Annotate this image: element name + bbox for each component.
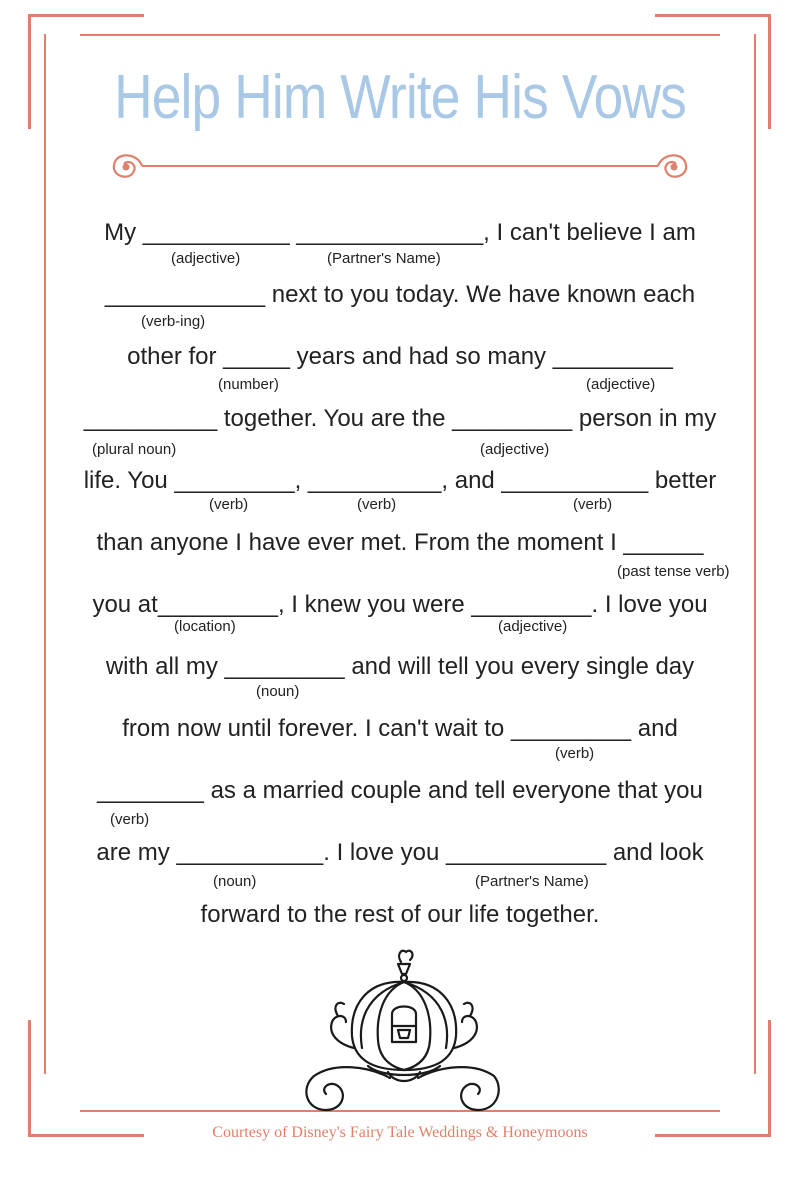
vow-line-5: life. You _________, __________, and ___________ better xyxy=(83,467,717,494)
hint-noun: (noun) xyxy=(256,683,300,700)
vow-line-8: with all my _________ and will tell you every single day xyxy=(105,653,695,680)
vow-line-3: other for _____ years and had so many _________ xyxy=(127,343,673,370)
vow-line-1: My ___________ ______________, I can't believe I am xyxy=(104,219,696,246)
vow-line-4: __________ together. You are the _________ person in my xyxy=(83,405,717,432)
hint-adjective: (adjective) xyxy=(586,376,656,393)
hint-verb: (verb) xyxy=(555,745,595,762)
hint-location: (location) xyxy=(174,618,236,635)
hint-partner-name: (Partner's Name) xyxy=(327,250,441,267)
vow-line-9: from now until forever. I can't wait to _________ and xyxy=(122,715,678,742)
vow-line-12: forward to the rest of our life together. xyxy=(200,901,600,928)
frame-top-right xyxy=(655,14,771,17)
hint-plural-noun: (plural noun) xyxy=(92,441,177,458)
hint-verb: (verb) xyxy=(110,811,150,828)
frame-top-left xyxy=(28,14,144,17)
hint-verb: (verb) xyxy=(573,496,613,513)
pumpkin-carriage-icon xyxy=(298,944,504,1114)
hint-past-tense-verb: (past tense verb) xyxy=(617,563,730,580)
frame-left-top xyxy=(28,14,31,129)
page-title: Help Him Write His Vows xyxy=(114,63,686,132)
hint-partner-name: (Partner's Name) xyxy=(475,873,589,890)
vow-line-2: ____________ next to you today. We have known each xyxy=(104,281,696,308)
vow-line-7: you at_________, I knew you were _________. I love you xyxy=(92,591,708,618)
hint-number: (number) xyxy=(218,376,279,393)
hint-adjective: (adjective) xyxy=(498,618,568,635)
frame-right-top xyxy=(768,14,771,129)
scroll-divider-icon xyxy=(108,147,692,187)
hint-noun: (noun) xyxy=(213,873,257,890)
vow-line-11: are my ___________. I love you ____________ and look xyxy=(96,839,704,866)
footer-credit: Courtesy of Disney's Fairy Tale Weddings & Honeymoons xyxy=(212,1124,588,1141)
vow-line-10: ________ as a married couple and tell everyone that you xyxy=(97,777,703,804)
hint-verb-ing: (verb-ing) xyxy=(141,313,206,330)
hint-adjective: (adjective) xyxy=(480,441,550,458)
hint-adjective: (adjective) xyxy=(171,250,241,267)
frame-right-bottom xyxy=(768,1020,771,1136)
vow-line-6: than anyone I have ever met. From the moment I ______ xyxy=(96,529,704,556)
hint-verb: (verb) xyxy=(209,496,249,513)
frame-left-bottom xyxy=(28,1020,31,1136)
hint-verb: (verb) xyxy=(357,496,397,513)
frame-inner-top xyxy=(80,34,720,36)
